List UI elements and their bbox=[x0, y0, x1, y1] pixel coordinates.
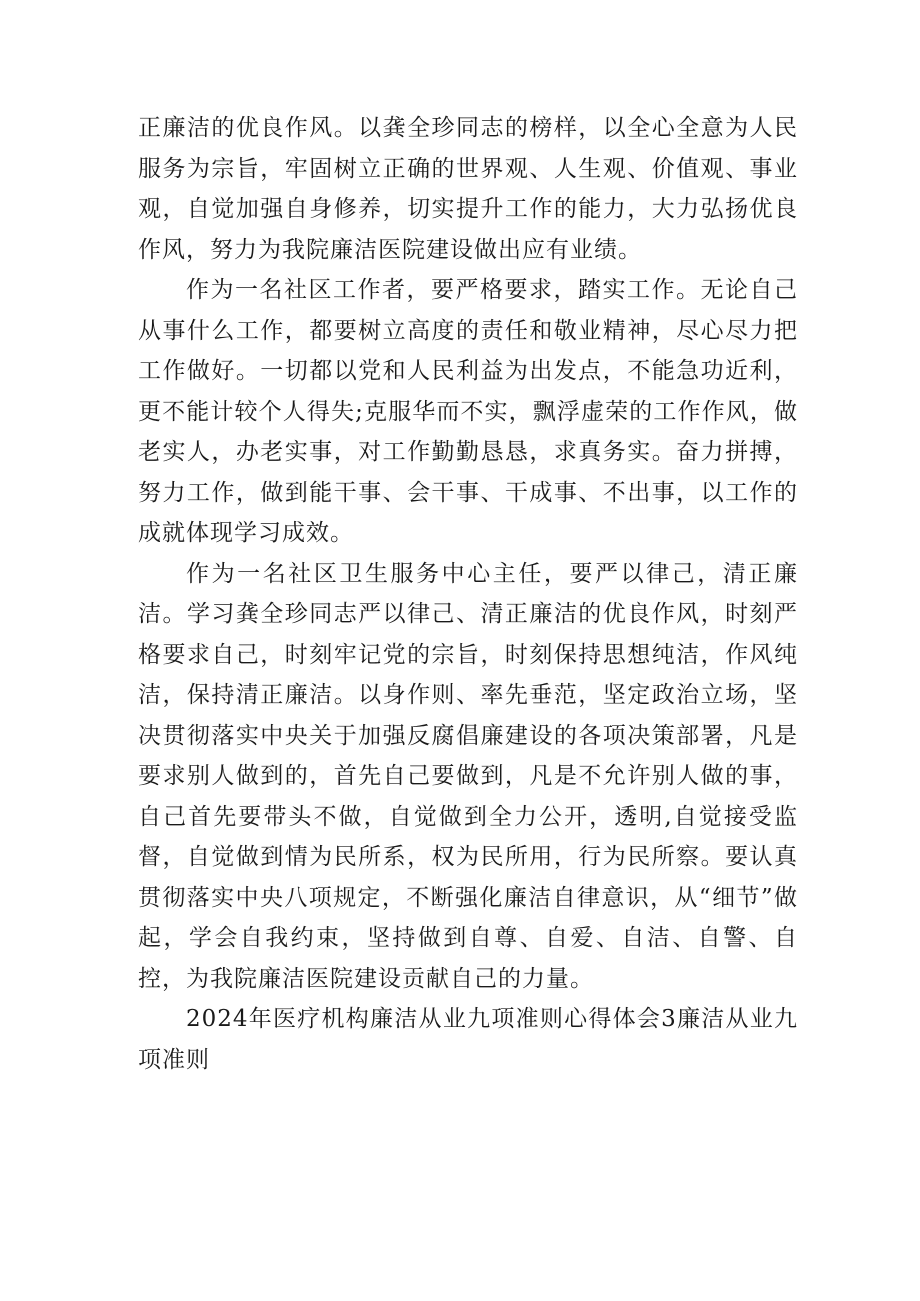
paragraph-3: 作为一名社区卫生服务中心主任，要严以律己，清正廉洁。学习龚全珍同志严以律己、清正廉洁的优良作风，时刻严格要求自己，时刻牢记党的宗旨，时刻保持思想纯洁，作风纯洁，保持清正廉洁。以身作则、率先垂范，坚定政治立场，坚决贯彻落实中央关于加强反腐倡廉建设的各项决策部署，凡是要求别人做到的，首先自己要做到，凡是不允许别人做的事，自己首先要带头不做，自觉做到全力公开，透明,自觉接受监督，自觉做到情为民所系，权为民所用，行为民所察。要认真贯彻落实中央八项规定，不断强化廉洁自律意识，从“细节”做起，学会自我约束，坚持做到自尊、自爱、自洁、自警、自控，为我院廉洁医院建设贡献自己的力量。 bbox=[138, 560, 798, 992]
paragraph-2: 作为一名社区工作者，要严格要求，踏实工作。无论自己从事什么工作，都要树立高度的责任和敬业精神，尽心尽力把工作做好。一切都以党和人民利益为出发点，不能急功近利，更不能计较个人得失;克服华而不实，飘浮虚荣的工作作风，做老实人，办老实事，对工作勤勤恳恳，求真务实。奋力拼搏，努力工作，做到能干事、会干事、干成事、不出事，以工作的成就体现学习成效。 bbox=[138, 277, 798, 546]
document-body bbox=[138, 108, 798, 1080]
paragraph-1: 正廉洁的优良作风。以龚全珍同志的榜样，以全心全意为人民服务为宗旨，牢固树立正确的世界观、人生观、价值观、事业观，自觉加强自身修养，切实提升工作的能力，大力弘扬优良作风，努力为我院廉洁医院建设做出应有业绩。 bbox=[138, 115, 798, 263]
section-heading: 2024年医疗机构廉洁从业九项准则心得体会3廉洁从业九项准则 bbox=[138, 1006, 798, 1073]
